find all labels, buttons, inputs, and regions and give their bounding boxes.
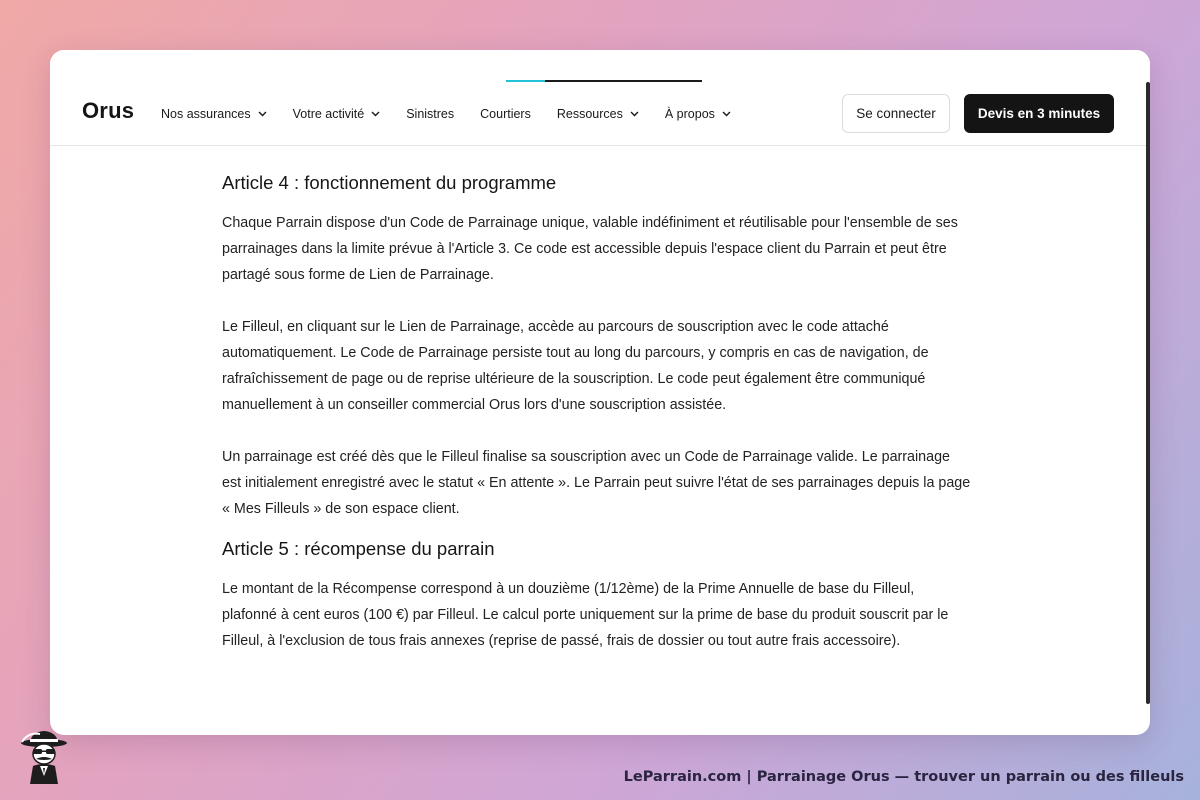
footer-caption: LeParrain.com | Parrainage Orus — trouver un parrain ou des filleuls xyxy=(623,769,1184,785)
article-4-paragraph-2: Le Filleul, en cliquant sur le Lien de Parrainage, accède au parcours de souscription avec le code attaché automatiquement. Le Code de Parrainage persiste tout au long du parcours, y compris en cas de navigation, de rafraîchissement de page ou de reprise ultérieure de la souscription. Le code peut également être communiqué manuellement à un conseiller commercial Orus lors d'une souscription assistée. xyxy=(222,319,929,413)
browser-window xyxy=(50,50,1150,735)
quote-button[interactable]: Devis en 3 minutes xyxy=(964,94,1114,133)
article-content xyxy=(222,170,972,654)
nav-item-votre-activite[interactable] xyxy=(293,107,381,121)
nav-item-label: Votre activité xyxy=(292,107,365,121)
nav-item-courtiers[interactable] xyxy=(480,107,531,121)
nav-item-label: Nos assurances xyxy=(161,107,251,121)
login-button[interactable]: Se connecter xyxy=(842,94,950,133)
chevron-down-icon xyxy=(722,111,731,117)
nav-item-label: Sinistres xyxy=(406,107,455,121)
article-5-title: Article 5 : récompense du parrain xyxy=(222,538,495,559)
page-scrollbar[interactable] xyxy=(1146,82,1150,704)
article-4-title: Article 4 : fonctionnement du programme xyxy=(222,172,557,193)
nav-item-label: Courtiers xyxy=(480,107,531,121)
nav-item-nos-assurances[interactable] xyxy=(161,107,267,121)
main-nav xyxy=(161,106,757,122)
site-header xyxy=(50,50,1150,146)
nav-item-label: Ressources xyxy=(556,107,623,121)
chevron-down-icon xyxy=(371,111,380,117)
article-5-paragraph-1: Le montant de la Récompense correspond à un douzième (1/12ème) de la Prime Annuelle de base du Filleul, plafonné à cent euros (100 €) par Filleul. Le calcul porte uniquement sur la prime de base du produit souscrit par le Filleul, à l'exclusion de tous frais annexes (reprise de passé, frais de dossier ou tout autre frais accessoire). xyxy=(222,581,949,649)
article-4-paragraph-1: Chaque Parrain dispose d'un Code de Parrainage unique, valable indéfiniment et réutilisable pour l'ensemble de ses parrainages dans la limite prévue à l'Article 3. Ce code est accessible depuis l'espace client du Parrain et peut être partagé sous forme de Lien de Parrainage. xyxy=(222,215,958,283)
nav-item-ressources[interactable] xyxy=(557,107,639,121)
orus-logo[interactable]: Orus xyxy=(82,98,135,123)
nav-item-label: À propos xyxy=(664,107,715,121)
progress-accent-line xyxy=(506,80,702,82)
chevron-down-icon xyxy=(630,111,639,117)
chevron-down-icon xyxy=(258,111,267,117)
nav-item-sinistres[interactable] xyxy=(406,107,454,121)
article-4-paragraph-3: Un parrainage est créé dès que le Filleul finalise sa souscription avec un Code de Parrainage valide. Le parrainage est initialement enregistré avec le statut « En attente ». Le Parrain peut suivre l'état de ses parrainages depuis la page « Mes Filleuls » de son espace client. xyxy=(222,449,971,517)
nav-item-a-propos[interactable] xyxy=(665,107,731,121)
detective-mascot-icon xyxy=(18,728,70,784)
